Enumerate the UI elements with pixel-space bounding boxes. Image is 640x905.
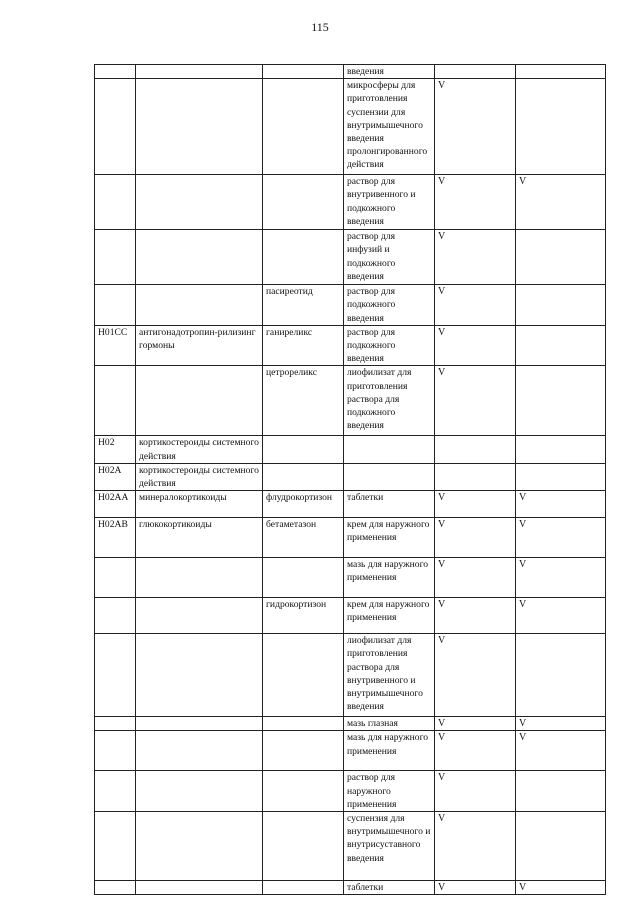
dosage-form-cell: лиофилизат для приготовления раствора для подкожного введения	[344, 366, 435, 436]
mark-cell-1: V	[435, 881, 516, 895]
atc-code-cell	[95, 65, 136, 79]
mark-cell-2: V	[516, 731, 606, 771]
mark-cell-2	[516, 366, 606, 436]
dosage-form-cell: мазь для наружного применения	[344, 731, 435, 771]
mark-cell-2	[516, 285, 606, 326]
dosage-form-cell: лиофилизат для приготовления раствора для внутривенного и внутримышечного введения	[344, 634, 435, 717]
dosage-form-cell: микросферы для приготовления суспензии для внутримышечного введения пролонгированного действия	[344, 79, 435, 175]
substance-cell: бетаметазон	[263, 518, 344, 558]
substance-cell: пасиреотид	[263, 285, 344, 326]
mark-cell-2: V	[516, 558, 606, 598]
mark-cell-1: V	[435, 558, 516, 598]
mark-cell-2	[516, 65, 606, 79]
substance-cell: ганиреликс	[263, 325, 344, 366]
mark-cell-1: V	[435, 175, 516, 230]
mark-cell-2	[516, 325, 606, 366]
table-row	[95, 812, 606, 881]
table-row	[95, 230, 606, 285]
atc-code-cell	[95, 812, 136, 881]
mark-cell-2	[516, 230, 606, 285]
table-row	[95, 325, 606, 366]
dosage-form-cell	[344, 436, 435, 463]
mark-cell-2: V	[516, 717, 606, 731]
group-name-cell	[136, 812, 263, 881]
table-row	[95, 491, 606, 518]
dosage-form-cell: раствор для подкожного введения	[344, 285, 435, 326]
mark-cell-2: V	[516, 491, 606, 518]
atc-code-cell: H02AA	[95, 491, 136, 518]
mark-cell-1: V	[435, 518, 516, 558]
mark-cell-1: V	[435, 634, 516, 717]
dosage-form-cell: раствор для внутривенного и подкожного введения	[344, 175, 435, 230]
dosage-form-cell: введения	[344, 65, 435, 79]
atc-code-cell	[95, 731, 136, 771]
mark-cell-1: V	[435, 731, 516, 771]
substance-cell: цетрореликс	[263, 366, 344, 436]
atc-code-cell	[95, 79, 136, 175]
mark-cell-2: V	[516, 598, 606, 634]
group-name-cell: минералокортикоиды	[136, 491, 263, 518]
atc-code-cell: H02A	[95, 463, 136, 490]
table-row	[95, 558, 606, 598]
dosage-form-cell: мазь для наружного применения	[344, 558, 435, 598]
group-name-cell	[136, 366, 263, 436]
table-row	[95, 436, 606, 463]
atc-code-cell	[95, 634, 136, 717]
mark-cell-2: V	[516, 518, 606, 558]
mark-cell-1: V	[435, 79, 516, 175]
atc-code-cell	[95, 771, 136, 812]
substance-cell	[263, 812, 344, 881]
atc-code-cell	[95, 285, 136, 326]
substance-cell	[263, 771, 344, 812]
table-row	[95, 175, 606, 230]
table-row	[95, 79, 606, 175]
dosage-form-cell: мазь глазная	[344, 717, 435, 731]
atc-code-cell	[95, 175, 136, 230]
substance-cell	[263, 634, 344, 717]
table-row	[95, 366, 606, 436]
substance-cell	[263, 558, 344, 598]
atc-code-cell: H01CC	[95, 325, 136, 366]
dosage-form-cell: суспензия для внутримышечного и внутрисуставного введения	[344, 812, 435, 881]
mark-cell-1: V	[435, 366, 516, 436]
medication-table	[94, 64, 606, 895]
atc-code-cell: H02	[95, 436, 136, 463]
table-row	[95, 771, 606, 812]
table-row	[95, 881, 606, 895]
mark-cell-1: V	[435, 771, 516, 812]
mark-cell-1: V	[435, 325, 516, 366]
group-name-cell	[136, 175, 263, 230]
group-name-cell	[136, 558, 263, 598]
atc-code-cell	[95, 366, 136, 436]
group-name-cell	[136, 79, 263, 175]
atc-code-cell	[95, 558, 136, 598]
mark-cell-2	[516, 771, 606, 812]
table-row	[95, 65, 606, 79]
substance-cell	[263, 717, 344, 731]
group-name-cell	[136, 598, 263, 634]
group-name-cell	[136, 65, 263, 79]
mark-cell-1: V	[435, 598, 516, 634]
page-number: 115	[311, 20, 329, 34]
dosage-form-cell: таблетки	[344, 881, 435, 895]
dosage-form-cell	[344, 463, 435, 490]
mark-cell-1	[435, 65, 516, 79]
mark-cell-2	[516, 634, 606, 717]
mark-cell-1: V	[435, 717, 516, 731]
group-name-cell	[136, 771, 263, 812]
substance-cell	[263, 230, 344, 285]
dosage-form-cell: крем для наружного применения	[344, 598, 435, 634]
group-name-cell	[136, 634, 263, 717]
table-row	[95, 518, 606, 558]
atc-code-cell: H02AB	[95, 518, 136, 558]
atc-code-cell	[95, 230, 136, 285]
mark-cell-1: V	[435, 230, 516, 285]
atc-code-cell	[95, 881, 136, 895]
substance-cell	[263, 463, 344, 490]
mark-cell-2	[516, 463, 606, 490]
table-row	[95, 463, 606, 490]
group-name-cell	[136, 230, 263, 285]
substance-cell: гидрокортизон	[263, 598, 344, 634]
mark-cell-1: V	[435, 285, 516, 326]
table-row	[95, 731, 606, 771]
substance-cell	[263, 65, 344, 79]
substance-cell	[263, 79, 344, 175]
atc-code-cell	[95, 717, 136, 731]
group-name-cell: глюкокортикоиды	[136, 518, 263, 558]
mark-cell-1: V	[435, 812, 516, 881]
table-row	[95, 285, 606, 326]
group-name-cell	[136, 731, 263, 771]
dosage-form-cell: раствор для наружного применения	[344, 771, 435, 812]
mark-cell-1	[435, 463, 516, 490]
substance-cell	[263, 881, 344, 895]
mark-cell-1	[435, 436, 516, 463]
dosage-form-cell: раствор для инфузий и подкожного введения	[344, 230, 435, 285]
atc-code-cell	[95, 598, 136, 634]
mark-cell-2	[516, 79, 606, 175]
mark-cell-1: V	[435, 491, 516, 518]
dosage-form-cell: таблетки	[344, 491, 435, 518]
group-name-cell: кортикостероиды системного действия	[136, 463, 263, 490]
dosage-form-cell: раствор для подкожного введения	[344, 325, 435, 366]
table-row	[95, 598, 606, 634]
table-row	[95, 634, 606, 717]
substance-cell: флудрокортизон	[263, 491, 344, 518]
table-row	[95, 717, 606, 731]
group-name-cell: антигонадотропин-рилизинг гормоны	[136, 325, 263, 366]
mark-cell-2: V	[516, 881, 606, 895]
substance-cell	[263, 436, 344, 463]
group-name-cell	[136, 717, 263, 731]
substance-cell	[263, 175, 344, 230]
mark-cell-2	[516, 436, 606, 463]
group-name-cell	[136, 881, 263, 895]
group-name-cell	[136, 285, 263, 326]
group-name-cell: кортикостероиды системного действия	[136, 436, 263, 463]
mark-cell-2	[516, 812, 606, 881]
dosage-form-cell: крем для наружного применения	[344, 518, 435, 558]
substance-cell	[263, 731, 344, 771]
mark-cell-2: V	[516, 175, 606, 230]
